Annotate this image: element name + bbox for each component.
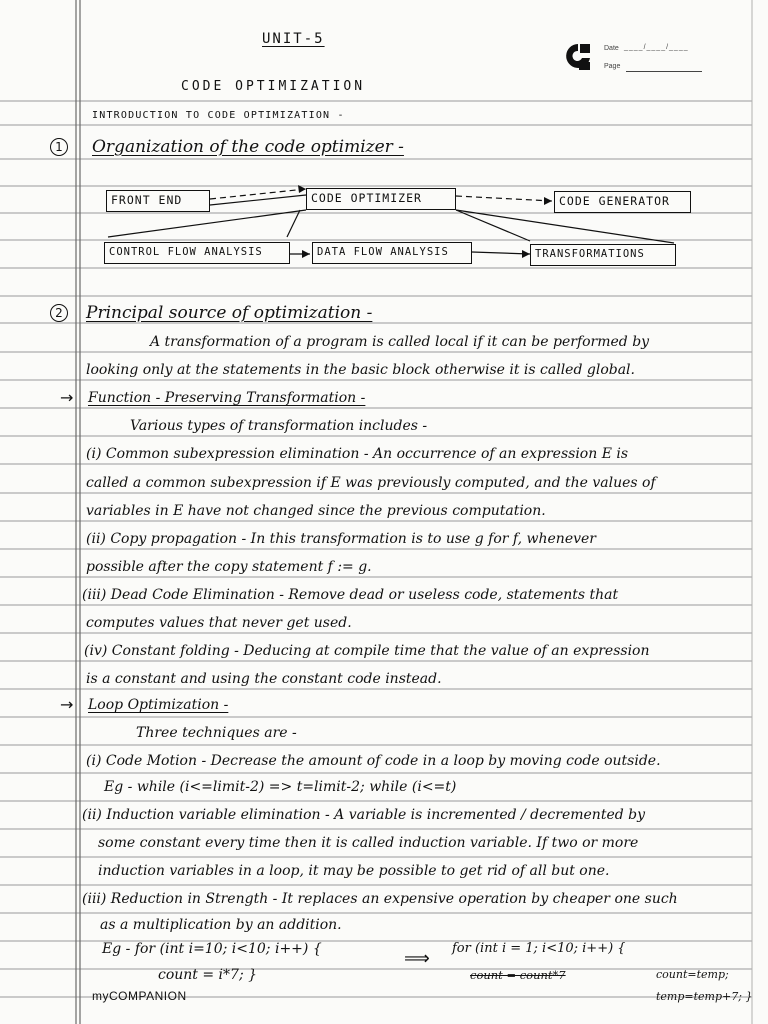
brand-footer: myCOMPANION (92, 989, 187, 1003)
loop-heading: Loop Optimization - (88, 697, 229, 713)
fpt-intro: Various types of transformation includes - (130, 418, 428, 434)
unit-heading: UNIT-5 (262, 31, 325, 47)
lo1-example: Eg - while (i<=limit-2) => t=limit-2; while (i<=t) (104, 779, 457, 795)
example-right-line1: for (int i = 1; i<10; i++) { (452, 941, 626, 956)
control-flow-box: CONTROL FLOW ANALYSIS (104, 242, 290, 264)
lo2-line2: some constant every time then it is called induction variable. If two or more (98, 835, 639, 851)
data-flow-box: DATA FLOW ANALYSIS (312, 242, 472, 264)
example-right-line3: temp=temp+7; } (656, 990, 753, 1003)
lo2-line3: induction variables in a loop, it may be possible to get rid of all but one. (98, 863, 610, 879)
page-title: CODE OPTIMIZATION (181, 79, 366, 94)
item1-line2: called a common subexpression if E was previously computed, and the values of (86, 475, 656, 491)
implies-arrow-icon: ⟹ (404, 948, 430, 969)
intro-heading: INTRODUCTION TO CODE OPTIMIZATION - (92, 110, 345, 121)
transformations-box: TRANSFORMATIONS (530, 244, 676, 266)
example-right-line2: count=temp; (656, 968, 729, 981)
front-end-box: FRONT END (106, 190, 210, 212)
example-left-line2: count = i*7; } (158, 967, 258, 983)
date-field: ____/____/____ (624, 44, 689, 51)
item2-line2: possible after the copy statement f := g. (86, 559, 372, 575)
item3-line2: computes values that never get used. (86, 615, 352, 631)
code-generator-box: CODE GENERATOR (554, 191, 691, 213)
section-number-1: 1 (50, 138, 68, 156)
item1-line3: variables in E have not changed since the previous computation. (86, 503, 546, 519)
loop-intro: Three techniques are - (136, 725, 297, 741)
item4-line1: (iv) Constant folding - Deducing at compile time that the value of an expression (84, 643, 650, 659)
code-optimizer-box: CODE OPTIMIZER (306, 188, 456, 210)
item2-line1: (ii) Copy propagation - In this transformation is to use g for f, whenever (86, 531, 596, 547)
lo2-line1: (ii) Induction variable elimination - A variable is incremented / decremented by (82, 807, 646, 823)
lo3-line1: (iii) Reduction in Strength - It replaces an expensive operation by cheaper one such (82, 891, 678, 907)
item4-line2: is a constant and using the constant code instead. (86, 671, 442, 687)
example-right-struck: count = count*7 (470, 968, 566, 982)
fpt-heading: Function - Preserving Transformation - (88, 390, 366, 406)
date-label: Date (604, 45, 619, 52)
section-number-2: 2 (50, 304, 68, 322)
section1-heading: Organization of the code optimizer - (92, 137, 404, 157)
bullet-arrow-icon: → (60, 695, 74, 714)
item1-line1: (i) Common subexpression elimination - An occurrence of an expression E is (86, 446, 629, 462)
page-label: Page (604, 63, 621, 70)
para1-line1: A transformation of a program is called local if it can be performed by (150, 334, 650, 350)
bullet-arrow-icon: → (60, 388, 74, 407)
example-left-line1: Eg - for (int i=10; i<10; i++) { (102, 941, 322, 957)
item3-line1: (iii) Dead Code Elimination - Remove dead or useless code, statements that (82, 587, 619, 603)
section2-heading: Principal source of optimization - (86, 303, 373, 323)
lo1-line1: (i) Code Motion - Decrease the amount of code in a loop by moving code outside. (86, 753, 661, 769)
lo3-line2: as a multiplication by an addition. (100, 917, 342, 933)
para1-line2: looking only at the statements in the basic block otherwise it is called global. (86, 362, 635, 378)
